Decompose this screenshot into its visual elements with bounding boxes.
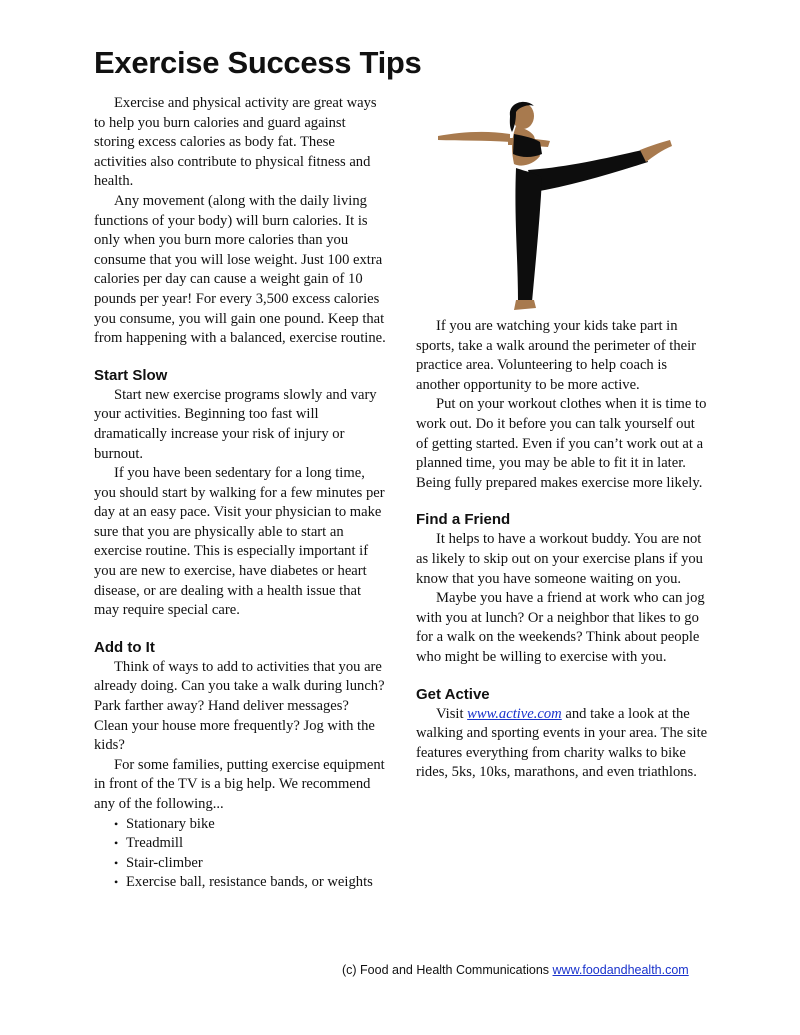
woman-exercise-illustration (430, 98, 680, 314)
illustration-standing-leg (515, 168, 542, 302)
right-paragraph: If you are watching your kids take part in sports, take a walk around the perimeter of their practice area. Volunteering to help coach is another opportunity to be more active. (416, 318, 697, 393)
illustration-back-arm (438, 132, 510, 142)
intro-paragraph: Any movement (along with the daily living functions of your body) will burn calories. It is only when you burn more calories than you consume that you will lose weight. Just 100 extra calories per day can cause a weight gain of 10 pounds per year! For every 3,500 excess calories you consume, you will gain one pound. Keep that from happening with a balanced, exercise routine. (94, 192, 386, 347)
footer-link[interactable]: www.foodandhealth.com (552, 963, 689, 977)
illustration-standing-foot (514, 300, 536, 310)
footer-credit: (c) Food and Health Communications (342, 963, 553, 977)
intro-paragraph: Exercise and physical activity are great ways to help you burn calories and guard against storing excess calories as body fat. These activities also contribute to physical fitness and health. (94, 95, 377, 190)
illustration-raised-leg (528, 150, 648, 192)
get-active-text: Visit (436, 705, 468, 722)
list-item: • Stationary bike (114, 815, 386, 835)
active-link[interactable]: www.active.com (467, 705, 562, 722)
page-title: Exercise Success Tips (94, 45, 422, 80)
start-slow-paragraph: If you have been sedentary for a long time, you should start by walking for a few minutes per day at an easy pace. Visit your physician to make sure that you are physically able to start an exercise routine. This is especially important if you are new to exercise, have diabetes or heart disease, or are dealing with a health issue that may require special care. (94, 465, 385, 619)
list-item: • Exercise ball, resistance bands, or weights (114, 873, 386, 893)
add-to-it-paragraph: Think of ways to add to activities that you are already doing. Can you take a walk during lunch? Park farther away? Hand deliver messages? Clean your house more frequently? Jog with the kids? (94, 658, 385, 754)
illustration-top (513, 134, 542, 157)
list-item: • Stair-climber (114, 854, 386, 874)
get-active-heading: Get Active (416, 685, 490, 703)
find-a-friend-heading: Find a Friend (416, 511, 511, 529)
equipment-list (94, 815, 386, 893)
add-to-it-paragraph: For some families, putting exercise equipment in front of the TV is a big help. We recommend any of the following... (94, 756, 385, 812)
get-active-paragraph (416, 705, 708, 783)
start-slow-heading: Start Slow (94, 366, 168, 384)
footer (342, 963, 689, 977)
add-to-it-heading: Add to It (94, 638, 155, 656)
find-a-friend-paragraph: It helps to have a workout buddy. You are not as likely to skip out on your exercise plans if you know that you have someone waiting on you. (416, 531, 703, 587)
right-paragraph: Put on your workout clothes when it is time to work out. Do it before you can talk yourself out of getting started. Even if you can’t work out at a planned time, you may be able to fit it in later. Being fully prepared makes exercise more likely. (416, 396, 707, 491)
right-column (416, 317, 708, 783)
illustration-raised-foot (640, 140, 672, 162)
list-item: • Treadmill (114, 834, 386, 854)
left-column (94, 94, 386, 893)
find-a-friend-paragraph: Maybe you have a friend at work who can jog with you at lunch? Or a neighbor that likes to go for a walk on the weekends? Think about people who might be willing to exercise with you. (416, 590, 705, 665)
start-slow-paragraph: Start new exercise programs slowly and vary your activities. Beginning too fast will dramatically increase your risk of injury or burnout. (94, 386, 377, 462)
get-active-text: and take a look at the walking and sporting events in your area. The site features everything from charity walks to bike rides, 5ks, 10ks, marathons, and even triathlons. (416, 705, 708, 781)
